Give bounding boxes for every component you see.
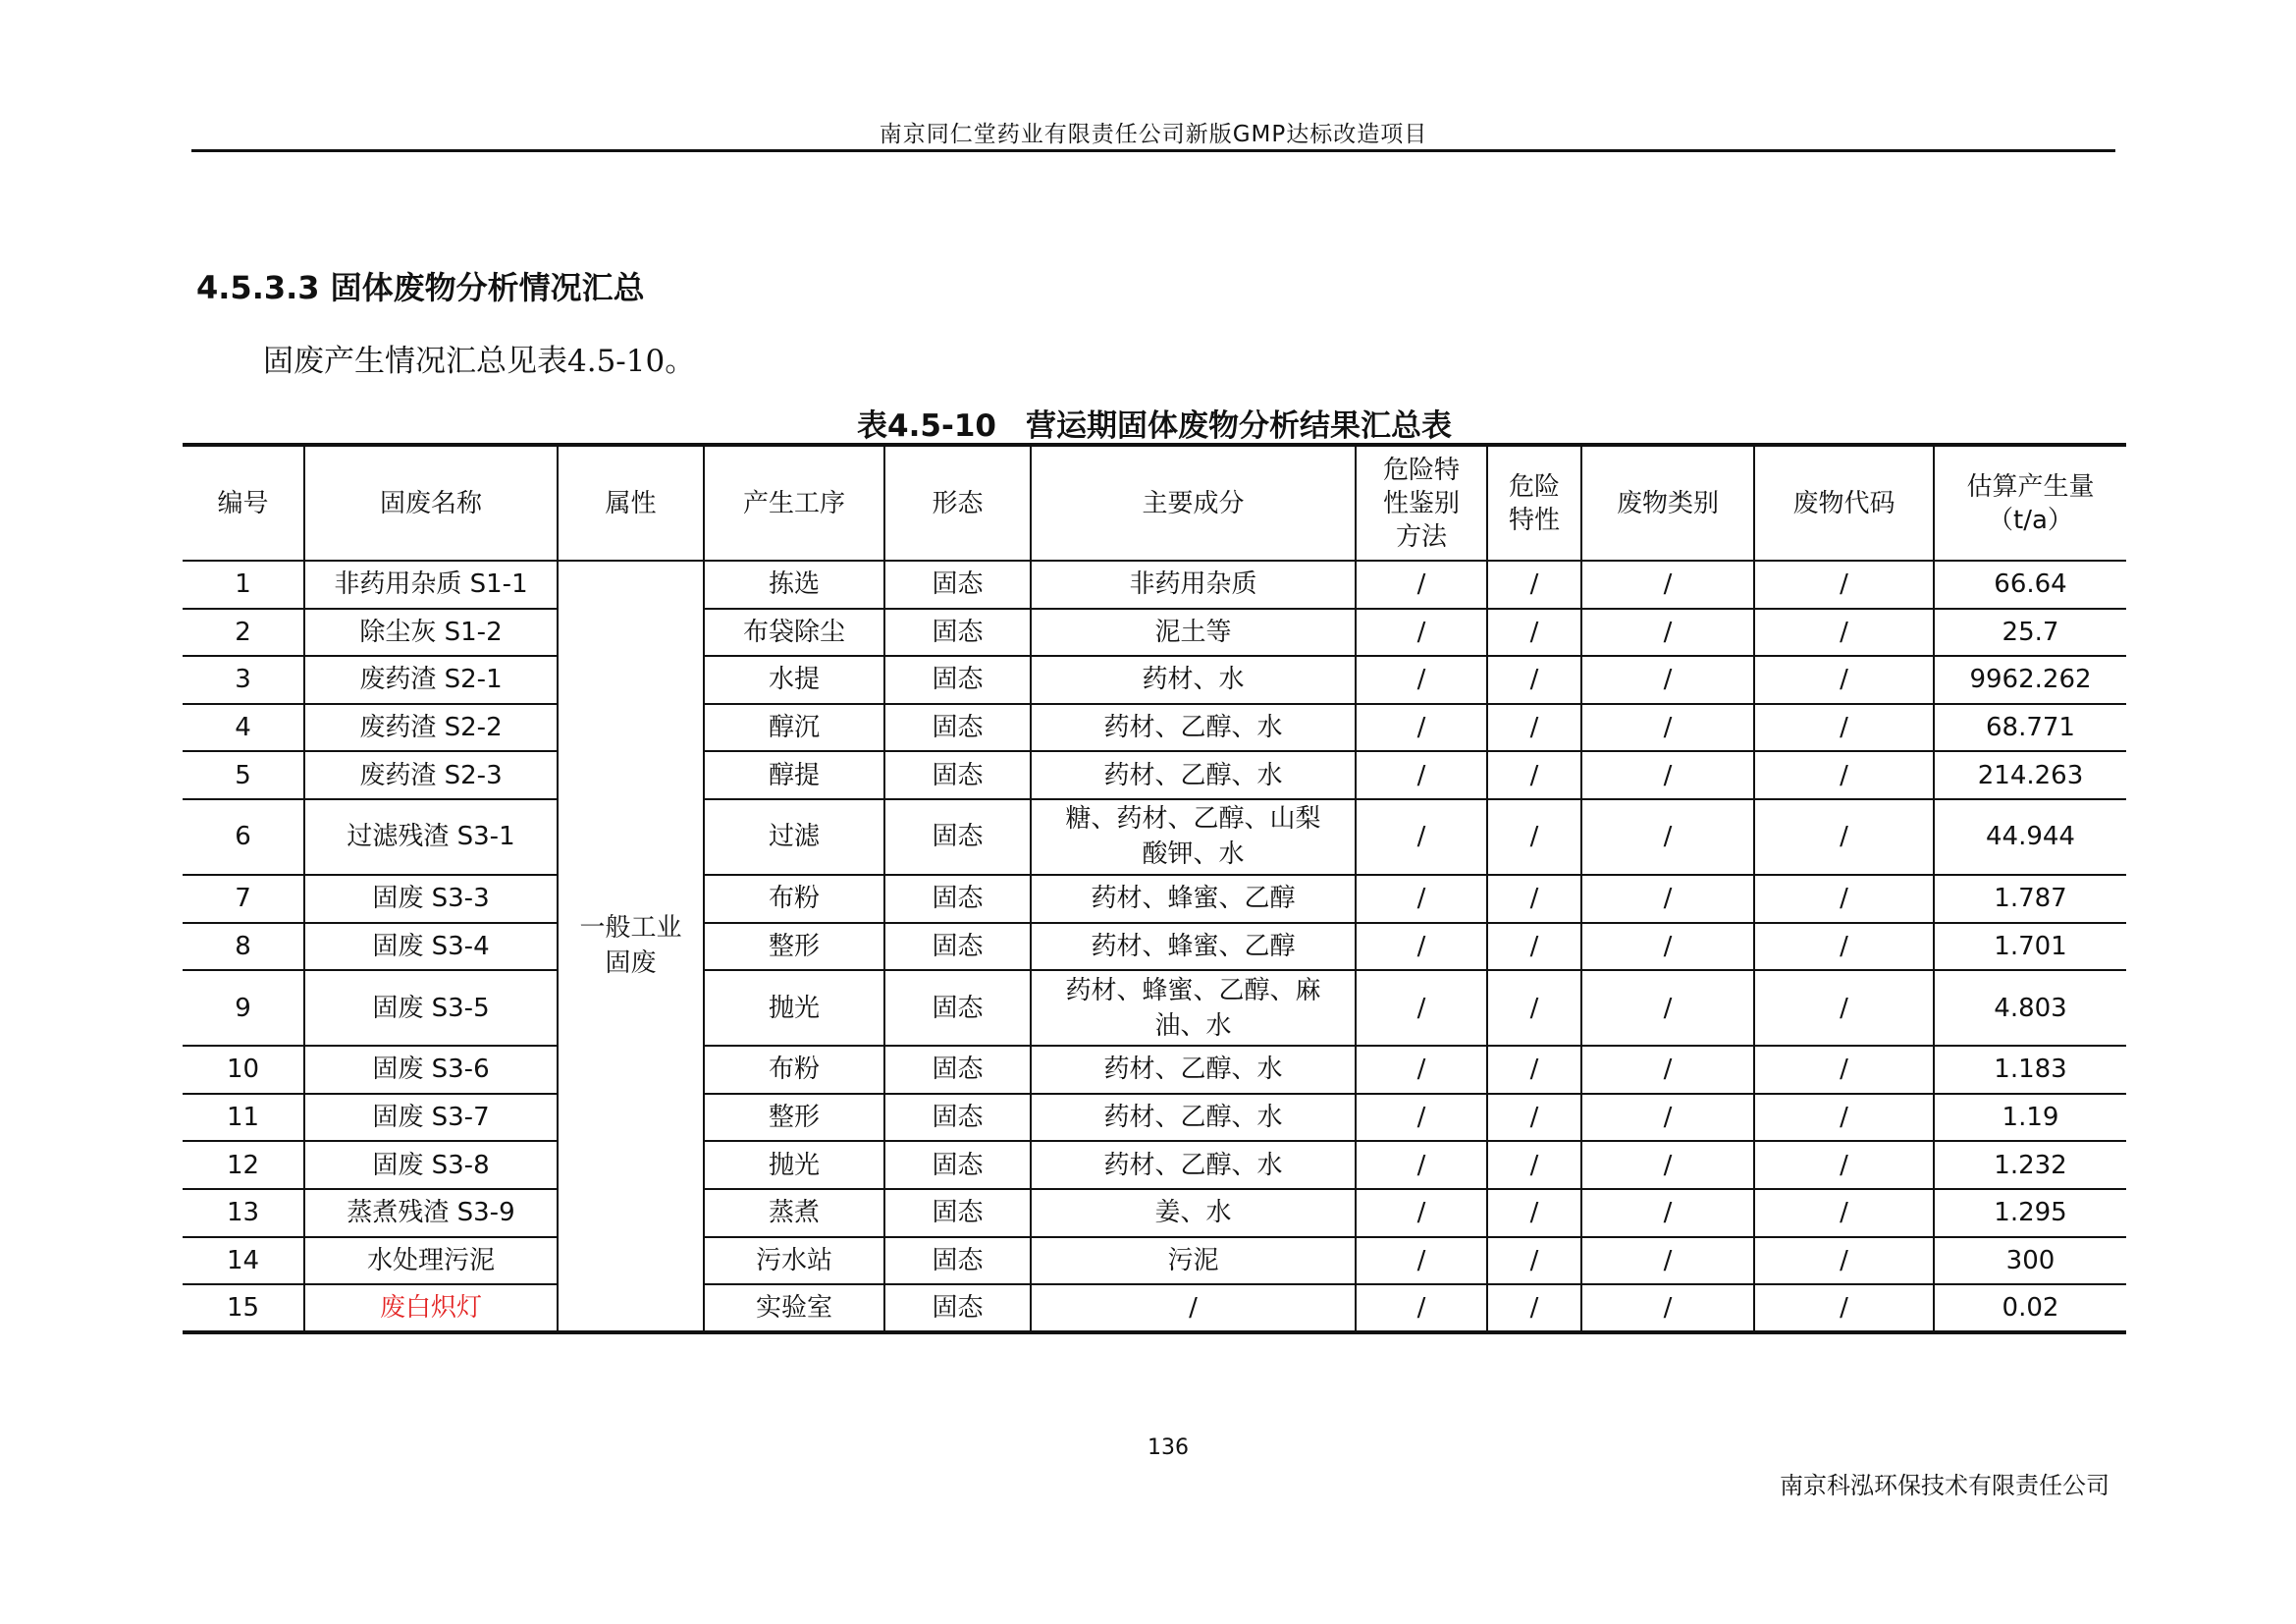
cell-hazard-char: / xyxy=(1487,1094,1581,1142)
cell-code: / xyxy=(1754,923,1934,971)
cell-category: / xyxy=(1581,799,1754,875)
cell-amount: 1.19 xyxy=(1934,1094,2126,1142)
cell-process: 抛光 xyxy=(704,970,884,1046)
cell-amount: 0.02 xyxy=(1934,1284,2126,1332)
cell-code: / xyxy=(1754,751,1934,799)
col-header-attribute: 属性 xyxy=(558,445,704,561)
cell-hazard-char: / xyxy=(1487,923,1581,971)
cell-hazard-char: / xyxy=(1487,1141,1581,1189)
cell-form: 固态 xyxy=(884,751,1031,799)
cell-name: 废药渣 S2-3 xyxy=(304,751,558,799)
cell-hazard-method: / xyxy=(1356,1046,1487,1094)
cell-name: 固废 S3-5 xyxy=(304,970,558,1046)
cell-name: 固废 S3-3 xyxy=(304,875,558,923)
cell-hazard-method: / xyxy=(1356,751,1487,799)
cell-process: 整形 xyxy=(704,1094,884,1142)
cell-no: 2 xyxy=(183,609,304,657)
page-number: 136 xyxy=(1148,1435,1189,1460)
cell-name: 非药用杂质 S1-1 xyxy=(304,561,558,609)
cell-form: 固态 xyxy=(884,1189,1031,1237)
table-row xyxy=(183,923,2126,971)
cell-process: 过滤 xyxy=(704,799,884,875)
cell-hazard-char: / xyxy=(1487,1284,1581,1332)
cell-no: 10 xyxy=(183,1046,304,1094)
table-row xyxy=(183,1141,2126,1189)
cell-composition: 药材、蜂蜜、乙醇 xyxy=(1031,923,1356,971)
composition-line1: 药材、蜂蜜、乙醇、麻 xyxy=(1065,975,1321,1005)
cell-no: 6 xyxy=(183,799,304,875)
table-row xyxy=(183,875,2126,923)
col-header-process: 产生工序 xyxy=(704,445,884,561)
cell-hazard-method: / xyxy=(1356,704,1487,752)
cell-name: 固废 S3-8 xyxy=(304,1141,558,1189)
cell-process: 污水站 xyxy=(704,1237,884,1285)
cell-category: / xyxy=(1581,1141,1754,1189)
cell-hazard-char: / xyxy=(1487,609,1581,657)
cell-hazard-char: / xyxy=(1487,1046,1581,1094)
cell-composition: 药材、乙醇、水 xyxy=(1031,1094,1356,1142)
table-row xyxy=(183,751,2126,799)
cell-category: / xyxy=(1581,561,1754,609)
cell-hazard-char: / xyxy=(1487,704,1581,752)
cell-hazard-method: / xyxy=(1356,1094,1487,1142)
cell-category: / xyxy=(1581,609,1754,657)
cell-hazard-char: / xyxy=(1487,1189,1581,1237)
col-header-composition: 主要成分 xyxy=(1031,445,1356,561)
cell-form: 固态 xyxy=(884,1237,1031,1285)
cell-name: 蒸煮残渣 S3-9 xyxy=(304,1189,558,1237)
cell-no: 9 xyxy=(183,970,304,1046)
hazard-method-line1: 危险特 xyxy=(1382,455,1460,485)
cell-name: 废药渣 S2-1 xyxy=(304,656,558,704)
cell-category: / xyxy=(1581,1237,1754,1285)
table-row xyxy=(183,704,2126,752)
cell-code: / xyxy=(1754,1284,1934,1332)
cell-composition: / xyxy=(1031,1284,1356,1332)
cell-hazard-char: / xyxy=(1487,1237,1581,1285)
hazard-char-line1: 危险 xyxy=(1508,471,1560,502)
cell-form: 固态 xyxy=(884,1046,1031,1094)
hazard-method-line2: 性鉴别 xyxy=(1382,488,1460,518)
footer-company: 南京科泓环保技术有限责任公司 xyxy=(1780,1472,2109,1499)
cell-code: / xyxy=(1754,656,1934,704)
table-row xyxy=(183,561,2126,609)
cell-form: 固态 xyxy=(884,1094,1031,1142)
cell-composition: 药材、乙醇、水 xyxy=(1031,704,1356,752)
table-caption xyxy=(183,401,2126,445)
cell-process: 蒸煮 xyxy=(704,1189,884,1237)
table-caption-number: 表4.5-10 xyxy=(857,408,996,444)
table-caption-title: 营运期固体废物分析结果汇总表 xyxy=(1025,408,1452,444)
cell-no: 7 xyxy=(183,875,304,923)
cell-form: 固态 xyxy=(884,561,1031,609)
cell-no: 8 xyxy=(183,923,304,971)
cell-category: / xyxy=(1581,1284,1754,1332)
col-header-estimate xyxy=(1934,445,2126,561)
col-header-hazard-method xyxy=(1356,445,1487,561)
cell-amount: 4.803 xyxy=(1934,970,2126,1046)
cell-hazard-method: / xyxy=(1356,799,1487,875)
cell-amount: 44.944 xyxy=(1934,799,2126,875)
solid-waste-table xyxy=(183,443,2126,1334)
cell-no: 14 xyxy=(183,1237,304,1285)
cell-process: 布粉 xyxy=(704,875,884,923)
cell-no: 13 xyxy=(183,1189,304,1237)
col-header-hazard-char xyxy=(1487,445,1581,561)
cell-code: / xyxy=(1754,704,1934,752)
cell-attribute-merged xyxy=(558,561,704,1332)
header-rule xyxy=(191,149,2115,152)
cell-hazard-char: / xyxy=(1487,561,1581,609)
cell-amount: 300 xyxy=(1934,1237,2126,1285)
cell-name-highlighted: 废白炽灯 xyxy=(304,1284,558,1332)
cell-name: 固废 S3-6 xyxy=(304,1046,558,1094)
cell-hazard-method: / xyxy=(1356,1237,1487,1285)
cell-no: 12 xyxy=(183,1141,304,1189)
cell-no: 1 xyxy=(183,561,304,609)
cell-composition: 药材、蜂蜜、乙醇 xyxy=(1031,875,1356,923)
cell-name: 固废 S3-4 xyxy=(304,923,558,971)
col-header-form: 形态 xyxy=(884,445,1031,561)
cell-code: / xyxy=(1754,799,1934,875)
cell-amount: 1.701 xyxy=(1934,923,2126,971)
cell-form: 固态 xyxy=(884,609,1031,657)
cell-category: / xyxy=(1581,1189,1754,1237)
cell-process: 水提 xyxy=(704,656,884,704)
intro-paragraph: 固废产生情况汇总见表4.5-10。 xyxy=(263,344,696,379)
cell-name: 水处理污泥 xyxy=(304,1237,558,1285)
cell-composition xyxy=(1031,970,1356,1046)
cell-process: 抛光 xyxy=(704,1141,884,1189)
cell-process: 布袋除尘 xyxy=(704,609,884,657)
cell-process: 布粉 xyxy=(704,1046,884,1094)
cell-composition: 泥土等 xyxy=(1031,609,1356,657)
cell-no: 3 xyxy=(183,656,304,704)
cell-hazard-char: / xyxy=(1487,970,1581,1046)
cell-code: / xyxy=(1754,1046,1934,1094)
cell-composition: 姜、水 xyxy=(1031,1189,1356,1237)
cell-form: 固态 xyxy=(884,799,1031,875)
cell-code: / xyxy=(1754,1237,1934,1285)
cell-no: 11 xyxy=(183,1094,304,1142)
cell-code: / xyxy=(1754,1189,1934,1237)
cell-hazard-method: / xyxy=(1356,970,1487,1046)
cell-name: 除尘灰 S1-2 xyxy=(304,609,558,657)
col-header-category: 废物类别 xyxy=(1581,445,1754,561)
cell-hazard-char: / xyxy=(1487,751,1581,799)
cell-composition: 药材、乙醇、水 xyxy=(1031,1141,1356,1189)
cell-no: 4 xyxy=(183,704,304,752)
cell-composition: 药材、乙醇、水 xyxy=(1031,751,1356,799)
cell-code: / xyxy=(1754,970,1934,1046)
cell-hazard-method: / xyxy=(1356,875,1487,923)
estimate-line2: （t/a） xyxy=(1988,505,2073,535)
cell-composition: 污泥 xyxy=(1031,1237,1356,1285)
cell-process: 实验室 xyxy=(704,1284,884,1332)
table-row xyxy=(183,970,2126,1046)
col-header-name: 固废名称 xyxy=(304,445,558,561)
cell-composition: 药材、水 xyxy=(1031,656,1356,704)
composition-line2: 酸钾、水 xyxy=(1142,839,1245,870)
table-row xyxy=(183,1189,2126,1237)
estimate-line1: 估算产生量 xyxy=(1966,471,2095,502)
cell-composition: 非药用杂质 xyxy=(1031,561,1356,609)
cell-form: 固态 xyxy=(884,1284,1031,1332)
cell-code: / xyxy=(1754,875,1934,923)
page-header-title: 南京同仁堂药业有限责任公司新版GMP达标改造项目 xyxy=(879,122,1428,147)
cell-form: 固态 xyxy=(884,875,1031,923)
cell-amount: 68.771 xyxy=(1934,704,2126,752)
cell-category: / xyxy=(1581,704,1754,752)
cell-hazard-method: / xyxy=(1356,1284,1487,1332)
cell-category: / xyxy=(1581,1046,1754,1094)
cell-amount: 66.64 xyxy=(1934,561,2126,609)
cell-code: / xyxy=(1754,1094,1934,1142)
cell-category: / xyxy=(1581,923,1754,971)
cell-no: 15 xyxy=(183,1284,304,1332)
cell-form: 固态 xyxy=(884,1141,1031,1189)
col-header-code: 废物代码 xyxy=(1754,445,1934,561)
cell-amount: 214.263 xyxy=(1934,751,2126,799)
table-row xyxy=(183,609,2126,657)
cell-hazard-method: / xyxy=(1356,609,1487,657)
cell-form: 固态 xyxy=(884,923,1031,971)
hazard-char-line2: 特性 xyxy=(1508,505,1560,535)
cell-amount: 1.232 xyxy=(1934,1141,2126,1189)
cell-amount: 1.183 xyxy=(1934,1046,2126,1094)
cell-hazard-method: / xyxy=(1356,561,1487,609)
cell-amount: 1.295 xyxy=(1934,1189,2126,1237)
cell-category: / xyxy=(1581,875,1754,923)
cell-category: / xyxy=(1581,656,1754,704)
cell-code: / xyxy=(1754,1141,1934,1189)
cell-composition: 药材、乙醇、水 xyxy=(1031,1046,1356,1094)
cell-form: 固态 xyxy=(884,704,1031,752)
cell-amount: 25.7 xyxy=(1934,609,2126,657)
attribute-line1: 一般工业 xyxy=(579,913,682,944)
cell-hazard-method: / xyxy=(1356,1141,1487,1189)
table-row xyxy=(183,1046,2126,1094)
cell-hazard-char: / xyxy=(1487,875,1581,923)
cell-hazard-char: / xyxy=(1487,799,1581,875)
cell-process: 醇沉 xyxy=(704,704,884,752)
cell-name: 固废 S3-7 xyxy=(304,1094,558,1142)
cell-amount: 9962.262 xyxy=(1934,656,2126,704)
cell-code: / xyxy=(1754,609,1934,657)
cell-hazard-method: / xyxy=(1356,923,1487,971)
cell-category: / xyxy=(1581,1094,1754,1142)
attribute-line2: 固废 xyxy=(605,948,657,979)
table-row xyxy=(183,1237,2126,1285)
cell-form: 固态 xyxy=(884,656,1031,704)
table-header-row xyxy=(183,445,2126,561)
cell-process: 拣选 xyxy=(704,561,884,609)
cell-hazard-method: / xyxy=(1356,656,1487,704)
cell-name: 废药渣 S2-2 xyxy=(304,704,558,752)
composition-line2: 油、水 xyxy=(1154,1010,1232,1041)
cell-process: 醇提 xyxy=(704,751,884,799)
table-row xyxy=(183,656,2126,704)
cell-composition xyxy=(1031,799,1356,875)
table-row xyxy=(183,799,2126,875)
col-header-no: 编号 xyxy=(183,445,304,561)
cell-category: / xyxy=(1581,970,1754,1046)
cell-amount: 1.787 xyxy=(1934,875,2126,923)
cell-no: 5 xyxy=(183,751,304,799)
cell-hazard-char: / xyxy=(1487,656,1581,704)
table-row xyxy=(183,1094,2126,1142)
composition-line1: 糖、药材、乙醇、山梨 xyxy=(1065,804,1321,835)
cell-hazard-method: / xyxy=(1356,1189,1487,1237)
cell-process: 整形 xyxy=(704,923,884,971)
cell-code: / xyxy=(1754,561,1934,609)
cell-category: / xyxy=(1581,751,1754,799)
cell-name: 过滤残渣 S3-1 xyxy=(304,799,558,875)
hazard-method-line3: 方法 xyxy=(1395,521,1447,552)
section-heading: 4.5.3.3 固体废物分析情况汇总 xyxy=(196,269,645,306)
cell-form: 固态 xyxy=(884,970,1031,1046)
table-row xyxy=(183,1284,2126,1332)
